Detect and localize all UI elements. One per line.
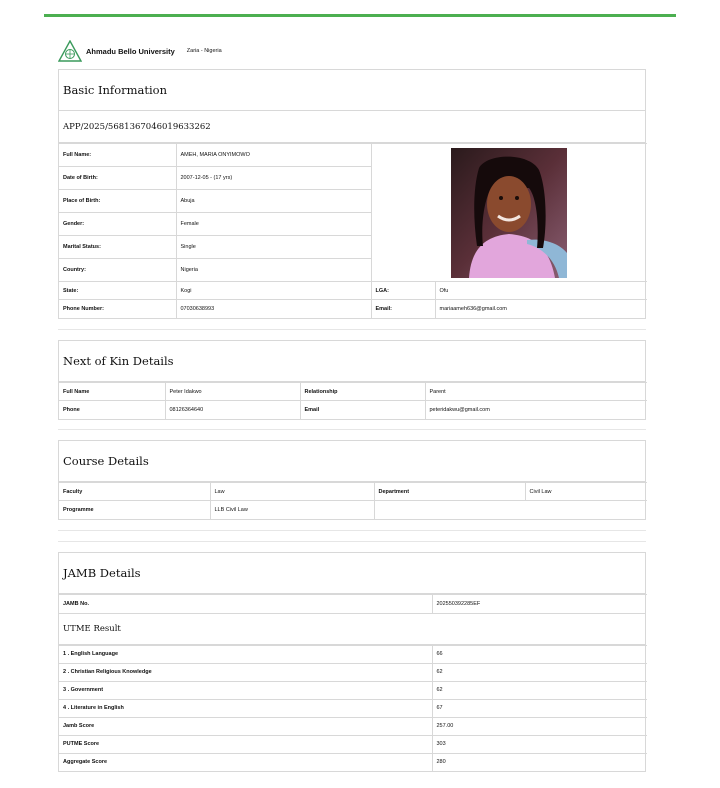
jamb-score-value: 257.00 bbox=[432, 717, 647, 735]
basic-info-section bbox=[58, 69, 646, 319]
subject-label: 2 . Christian Religious Knowledge bbox=[59, 663, 432, 681]
section-title: Course Details bbox=[59, 441, 645, 482]
section-title: Next of Kin Details bbox=[59, 341, 645, 382]
department-value: Civil Law bbox=[525, 483, 647, 501]
subject-label: 1 . English Language bbox=[59, 645, 432, 663]
subject-score: 67 bbox=[432, 699, 647, 717]
lga-label: LGA: bbox=[371, 282, 435, 300]
marital-label: Marital Status: bbox=[59, 236, 176, 259]
state-label: State: bbox=[59, 282, 176, 300]
utme-result-title: UTME Result bbox=[59, 613, 645, 645]
country-label: Country: bbox=[59, 259, 176, 282]
jamb-details-section bbox=[58, 552, 646, 772]
pob-label: Place of Birth: bbox=[59, 190, 176, 213]
photo-cell bbox=[371, 144, 647, 282]
subject-score: 62 bbox=[432, 681, 647, 699]
university-location: Zaria - Nigeria bbox=[186, 48, 222, 54]
country-value: Nigeria bbox=[176, 259, 371, 282]
dob-value: 2007-12-05 - (17 yrs) bbox=[176, 167, 371, 190]
kin-relationship-value: Parent bbox=[425, 383, 647, 401]
full-name-value: AMEH, MARIA ONYIMOWO bbox=[176, 144, 371, 167]
university-header bbox=[58, 40, 222, 62]
kin-phone-label: Phone bbox=[59, 401, 165, 419]
putme-score-label: PUTME Score bbox=[59, 735, 432, 753]
aggregate-score-value: 280 bbox=[432, 753, 647, 771]
pob-value: Abuja bbox=[176, 190, 371, 213]
subject-label: 3 . Government bbox=[59, 681, 432, 699]
empty-cell bbox=[374, 501, 647, 519]
kin-email-value: peteridakwu@gmail.com bbox=[425, 401, 647, 419]
email-value: mariaameh636@gmail.com bbox=[435, 300, 647, 318]
faculty-label: Faculty bbox=[59, 483, 210, 501]
kin-phone-value: 08126364640 bbox=[165, 401, 300, 419]
applicant-photo bbox=[451, 148, 567, 278]
full-name-label: Full Name: bbox=[59, 144, 176, 167]
jamb-score-label: Jamb Score bbox=[59, 717, 432, 735]
application-id: APP/2025/5681367046019633262 bbox=[59, 111, 645, 143]
course-table bbox=[59, 482, 647, 519]
jamb-no-label: JAMB No. bbox=[59, 595, 432, 613]
university-name: Ahmadu Bello University bbox=[86, 46, 175, 56]
basic-info-table bbox=[59, 143, 647, 318]
kin-relationship-label: Relationship bbox=[300, 383, 425, 401]
kin-email-label: Email bbox=[300, 401, 425, 419]
course-details-section bbox=[58, 440, 646, 520]
section-title: Basic Information bbox=[59, 70, 645, 111]
subject-score: 66 bbox=[432, 645, 647, 663]
utme-result-table bbox=[59, 645, 647, 772]
dob-label: Date of Birth: bbox=[59, 167, 176, 190]
gender-value: Female bbox=[176, 213, 371, 236]
divider bbox=[58, 530, 646, 531]
divider bbox=[58, 541, 646, 542]
phone-value: 07030638993 bbox=[176, 300, 371, 318]
section-title: JAMB Details bbox=[59, 553, 645, 594]
jamb-no-value: 202550392285EF bbox=[432, 595, 647, 613]
state-value: Kogi bbox=[176, 282, 371, 300]
marital-value: Single bbox=[176, 236, 371, 259]
top-accent-bar bbox=[44, 14, 676, 17]
email-label: Email: bbox=[371, 300, 435, 318]
kin-table bbox=[59, 382, 647, 419]
subject-score: 62 bbox=[432, 663, 647, 681]
putme-score-value: 303 bbox=[432, 735, 647, 753]
divider bbox=[58, 429, 646, 430]
divider bbox=[58, 329, 646, 330]
programme-value: LLB Civil Law bbox=[210, 501, 374, 519]
programme-label: Programme bbox=[59, 501, 210, 519]
gender-label: Gender: bbox=[59, 213, 176, 236]
aggregate-score-label: Aggregate Score bbox=[59, 753, 432, 771]
phone-label: Phone Number: bbox=[59, 300, 176, 318]
lga-value: Ofu bbox=[435, 282, 647, 300]
next-of-kin-section bbox=[58, 340, 646, 420]
kin-name-value: Peter Idakwo bbox=[165, 383, 300, 401]
subject-label: 4 . Literature in English bbox=[59, 699, 432, 717]
jamb-no-table bbox=[59, 594, 647, 613]
kin-name-label: Full Name bbox=[59, 383, 165, 401]
department-label: Department bbox=[374, 483, 525, 501]
faculty-value: Law bbox=[210, 483, 374, 501]
university-logo-icon bbox=[58, 40, 82, 62]
